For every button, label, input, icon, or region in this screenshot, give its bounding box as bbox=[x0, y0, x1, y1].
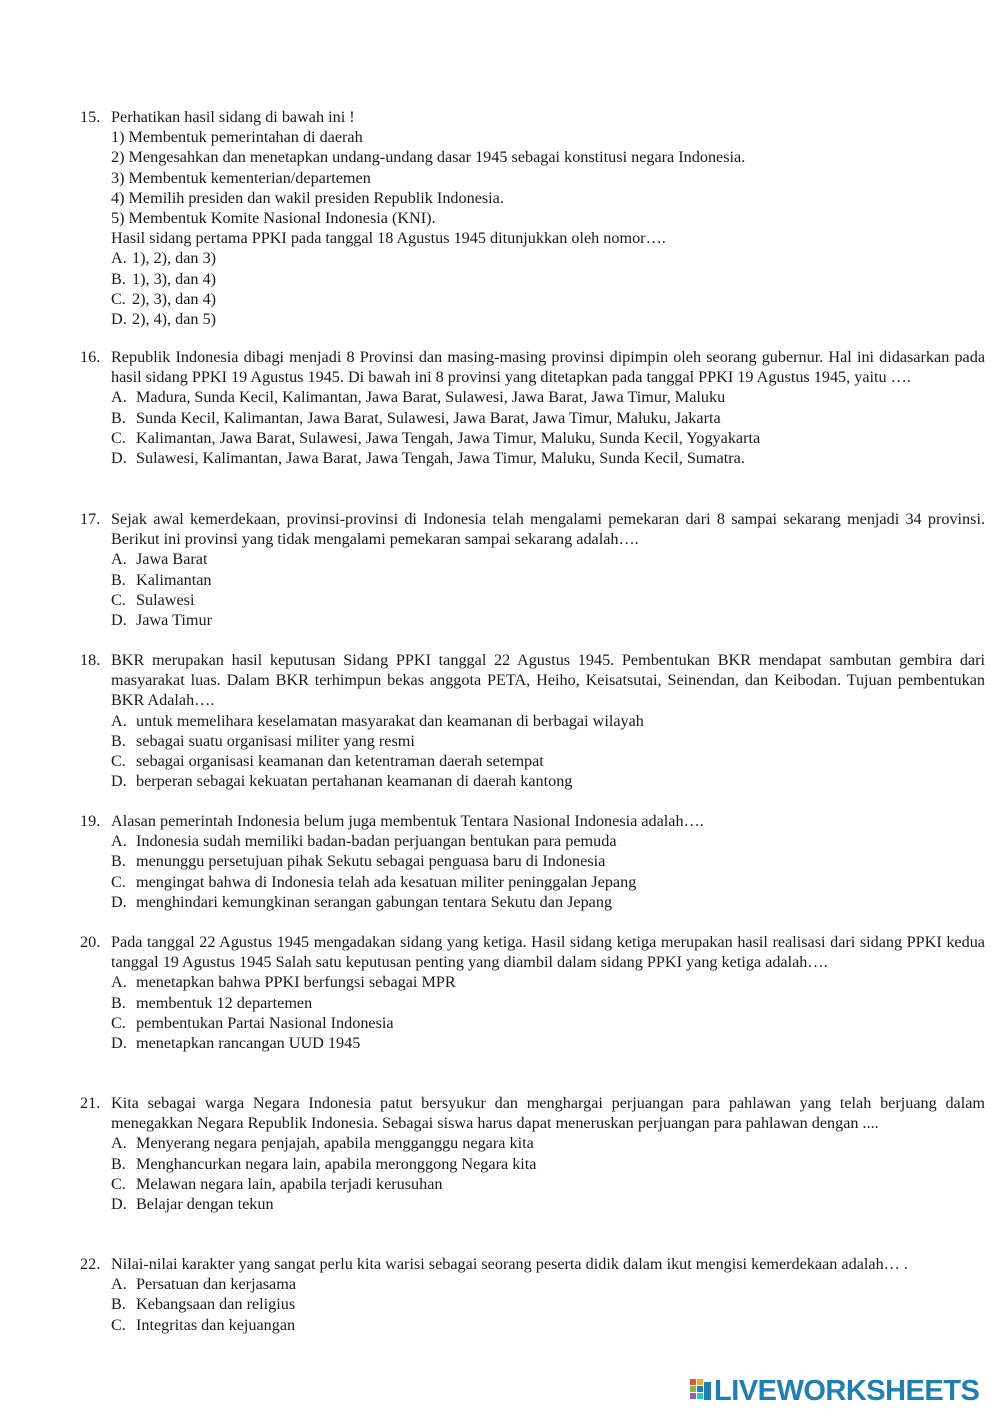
option-letter: C. bbox=[111, 1174, 126, 1193]
option-text: mengingat bahwa di Indonesia telah ada kesatuan militer peninggalan Jepang bbox=[136, 872, 637, 891]
option-text: Belajar dengan tekun bbox=[136, 1195, 274, 1214]
option-text: berperan sebagai kekuatan pertahanan keamanan di daerah kantong bbox=[136, 772, 573, 791]
option-letter: A. bbox=[111, 1275, 127, 1294]
answer-option[interactable] bbox=[111, 1013, 985, 1033]
option-letter: C. bbox=[111, 289, 126, 308]
option-text: menetapkan rancangan UUD 1945 bbox=[136, 1034, 361, 1053]
option-text: 2), 3), dan 4) bbox=[132, 289, 217, 308]
option-letter: D. bbox=[111, 611, 127, 630]
question-20 bbox=[80, 932, 985, 1053]
option-text: Integritas dan kejuangan bbox=[136, 1315, 296, 1334]
question-number: 16. bbox=[80, 348, 101, 366]
question-15 bbox=[80, 107, 985, 329]
option-letter: A. bbox=[111, 550, 127, 569]
option-text: Kalimantan bbox=[136, 570, 212, 589]
answer-option[interactable] bbox=[111, 771, 985, 791]
question-17 bbox=[80, 509, 985, 630]
answer-option[interactable] bbox=[111, 408, 985, 428]
option-letter: A. bbox=[111, 711, 127, 730]
question-16 bbox=[80, 347, 985, 468]
answer-option[interactable] bbox=[111, 309, 985, 329]
option-letter: B. bbox=[111, 269, 126, 288]
option-text: Kebangsaan dan religius bbox=[136, 1295, 296, 1314]
answer-option[interactable] bbox=[111, 851, 985, 871]
answer-option[interactable] bbox=[111, 892, 985, 912]
option-text: Indonesia sudah memiliki badan-badan perjuangan bentukan para pemuda bbox=[136, 832, 617, 851]
option-letter: A. bbox=[111, 1134, 127, 1153]
question-body bbox=[111, 650, 985, 791]
answer-option[interactable] bbox=[111, 1274, 985, 1294]
answer-option[interactable] bbox=[111, 289, 985, 309]
option-letter: C. bbox=[111, 590, 126, 609]
answer-option[interactable] bbox=[111, 711, 985, 731]
option-letter: D. bbox=[111, 310, 127, 329]
question-18 bbox=[80, 650, 985, 791]
option-text: Jawa Timur bbox=[136, 611, 213, 630]
option-letter: C. bbox=[111, 1013, 126, 1032]
statement-item: 4) Memilih presiden dan wakil presiden Republik Indonesia. bbox=[111, 188, 504, 207]
answer-option[interactable] bbox=[111, 1315, 985, 1335]
option-letter: B. bbox=[111, 731, 126, 750]
option-letter: B. bbox=[111, 852, 126, 871]
question-stem: Kita sebagai warga Negara Indonesia patut bersyukur dan menghargai perjuangan para pahlawan yang telah berjuang dalam menegakkan Negara Republik Indonesia. Sebagai siswa harus dapat meneruskan perjuangan para pahlawan dengan .... bbox=[111, 1094, 985, 1133]
option-text: sebagai suatu organisasi militer yang resmi bbox=[136, 731, 415, 750]
question-number: 21. bbox=[80, 1094, 101, 1112]
option-text: menetapkan bahwa PPKI berfungsi sebagai MPR bbox=[136, 973, 456, 992]
option-text: Kalimantan, Jawa Barat, Sulawesi, Jawa Tengah, Jawa Timur, Maluku, Sunda Kecil, Yogyakarta bbox=[136, 428, 761, 447]
question-22 bbox=[80, 1254, 985, 1335]
statement-item: 2) Mengesahkan dan menetapkan undang-undang dasar 1945 sebagai konstitusi negara Indonesia. bbox=[111, 148, 746, 167]
option-letter: D. bbox=[111, 772, 127, 791]
option-letter: D. bbox=[111, 449, 127, 468]
question-stem: BKR merupakan hasil keputusan Sidang PPKI tanggal 22 Agustus 1945. Pembentukan BKR mendapat sambutan gembira dari masyarakat luas. Dalam BKR terhimpun bekas anggota PETA, Heiho, Keisatsutai, Seinendan, dan Keibodan. Tujuan pembentukan BKR Adalah…. bbox=[111, 651, 985, 710]
answer-option[interactable] bbox=[111, 387, 985, 407]
option-letter: D. bbox=[111, 892, 127, 911]
question-19 bbox=[80, 811, 985, 912]
answer-option[interactable] bbox=[111, 549, 985, 569]
question-number: 22. bbox=[80, 1255, 101, 1273]
question-body bbox=[111, 932, 985, 1053]
liveworksheets-logo bbox=[690, 1376, 979, 1406]
option-letter: D. bbox=[111, 1195, 127, 1214]
option-letter: B. bbox=[111, 993, 126, 1012]
option-text: Menyerang negara penjajah, apabila mengganggu negara kita bbox=[136, 1134, 534, 1153]
option-text: Madura, Sunda Kecil, Kalimantan, Jawa Barat, Sulawesi, Jawa Barat, Jawa Timur, Maluku bbox=[136, 388, 726, 407]
option-text: Melawan negara lain, apabila terjadi kerusuhan bbox=[136, 1174, 443, 1193]
answer-option[interactable] bbox=[111, 831, 985, 851]
answer-option[interactable] bbox=[111, 993, 985, 1013]
answer-option[interactable] bbox=[111, 590, 985, 610]
option-letter: B. bbox=[111, 570, 126, 589]
option-letter: A. bbox=[111, 973, 127, 992]
question-stem: Alasan pemerintah Indonesia belum juga membentuk Tentara Nasional Indonesia adalah…. bbox=[111, 812, 704, 830]
statement-item: 1) Membentuk pemerintahan di daerah bbox=[111, 128, 363, 147]
option-letter: B. bbox=[111, 408, 126, 427]
option-text: sebagai organisasi keamanan dan ketentraman daerah setempat bbox=[136, 752, 544, 771]
statement-item: 5) Membentuk Komite Nasional Indonesia (KNI). bbox=[111, 209, 436, 228]
statement-item: 3) Membentuk kementerian/departemen bbox=[111, 168, 371, 187]
answer-option[interactable] bbox=[111, 872, 985, 892]
question-body bbox=[111, 107, 985, 329]
option-letter: A. bbox=[111, 249, 127, 268]
answer-option[interactable] bbox=[111, 972, 985, 992]
answer-option[interactable] bbox=[111, 1133, 985, 1153]
answer-option[interactable] bbox=[111, 448, 985, 468]
option-text: Jawa Barat bbox=[136, 550, 208, 569]
question-stem: Sejak awal kemerdekaan, provinsi-provinsi di Indonesia telah mengalami pemekaran dari 8 sampai sekarang menjadi 34 provinsi. Berikut ini provinsi yang tidak mengalami pemekaran sampai sekarang adalah…. bbox=[111, 510, 985, 549]
option-letter: C. bbox=[111, 752, 126, 771]
option-text: Sunda Kecil, Kalimantan, Jawa Barat, Sulawesi, Jawa Barat, Jawa Timur, Maluku, Jakarta bbox=[136, 408, 721, 427]
answer-option[interactable] bbox=[111, 1174, 985, 1194]
question-number: 18. bbox=[80, 651, 101, 669]
option-text: Persatuan dan kerjasama bbox=[136, 1275, 297, 1294]
question-stem: Perhatikan hasil sidang di bawah ini ! bbox=[111, 108, 355, 126]
answer-option[interactable] bbox=[111, 248, 985, 268]
answer-option[interactable] bbox=[111, 1033, 985, 1053]
option-text: membentuk 12 departemen bbox=[136, 993, 313, 1012]
option-letter: C. bbox=[111, 428, 126, 447]
option-letter: B. bbox=[111, 1295, 126, 1314]
liveworksheets-logo-icon bbox=[690, 1379, 712, 1403]
question-number: 20. bbox=[80, 933, 101, 951]
answer-option[interactable] bbox=[111, 610, 985, 630]
question-body bbox=[111, 509, 985, 630]
option-text: menghindari kemungkinan serangan gabungan tentara Sekutu dan Jepang bbox=[136, 892, 613, 911]
option-letter: D. bbox=[111, 1034, 127, 1053]
option-letter: B. bbox=[111, 1154, 126, 1173]
question-stem: Nilai-nilai karakter yang sangat perlu kita warisi sebagai seorang peserta didik dalam ikut mengisi kemerdekaan adalah… . bbox=[111, 1255, 908, 1273]
answer-option[interactable] bbox=[111, 1294, 985, 1314]
option-text: pembentukan Partai Nasional Indonesia bbox=[136, 1013, 394, 1032]
question-body bbox=[111, 1093, 985, 1214]
question-number: 19. bbox=[80, 812, 101, 830]
option-letter: C. bbox=[111, 1315, 126, 1334]
answer-option[interactable] bbox=[111, 428, 985, 448]
answer-option[interactable] bbox=[111, 570, 985, 590]
option-text: 1), 2), dan 3) bbox=[132, 249, 217, 268]
question-prompt: Hasil sidang pertama PPKI pada tanggal 18 Agustus 1945 ditunjukkan oleh nomor…. bbox=[111, 229, 666, 248]
question-stem: Pada tanggal 22 Agustus 1945 mengadakan sidang yang ketiga. Hasil sidang ketiga merupakan hasil realisasi dari sidang PPKI kedua tanggal 19 Agustus 1945 Salah satu keputusan penting yang diambil dalam sidang PPKI yang ketiga adalah…. bbox=[111, 933, 985, 972]
question-body bbox=[111, 811, 985, 912]
option-text: Sulawesi, Kalimantan, Jawa Barat, Jawa Tengah, Jawa Timur, Maluku, Sunda Kecil, Sumatra. bbox=[136, 449, 745, 468]
question-stem: Republik Indonesia dibagi menjadi 8 Provinsi dan masing-masing provinsi dipimpin oleh seorang gubernur. Hal ini didasarkan pada hasil sidang PPKI 19 Agustus 1945. Di bawah ini 8 provinsi yang ditetapkan pada tanggal PPKI 19 Agustus 1945, yaitu …. bbox=[111, 348, 985, 387]
option-letter: A. bbox=[111, 388, 127, 407]
option-text: 2), 4), dan 5) bbox=[132, 310, 217, 329]
question-body bbox=[111, 1254, 985, 1335]
answer-option[interactable] bbox=[111, 751, 985, 771]
answer-option[interactable] bbox=[111, 1154, 985, 1174]
option-text: 1), 3), dan 4) bbox=[132, 269, 217, 288]
answer-option[interactable] bbox=[111, 731, 985, 751]
question-body bbox=[111, 347, 985, 468]
option-letter: A. bbox=[111, 832, 127, 851]
option-text: Menghancurkan negara lain, apabila meronggong Negara kita bbox=[136, 1154, 537, 1173]
question-number: 15. bbox=[80, 108, 101, 126]
question-number: 17. bbox=[80, 510, 101, 528]
question-21 bbox=[80, 1093, 985, 1214]
liveworksheets-wordmark: LIVEWORKSHEETS bbox=[714, 1375, 980, 1407]
option-letter: C. bbox=[111, 872, 126, 891]
option-text: Sulawesi bbox=[136, 590, 195, 609]
option-text: menunggu persetujuan pihak Sekutu sebagai penguasa baru di Indonesia bbox=[136, 852, 606, 871]
answer-option[interactable] bbox=[111, 1194, 985, 1214]
answer-option[interactable] bbox=[111, 269, 985, 289]
option-text: untuk memelihara keselamatan masyarakat dan keamanan di berbagai wilayah bbox=[136, 711, 644, 730]
